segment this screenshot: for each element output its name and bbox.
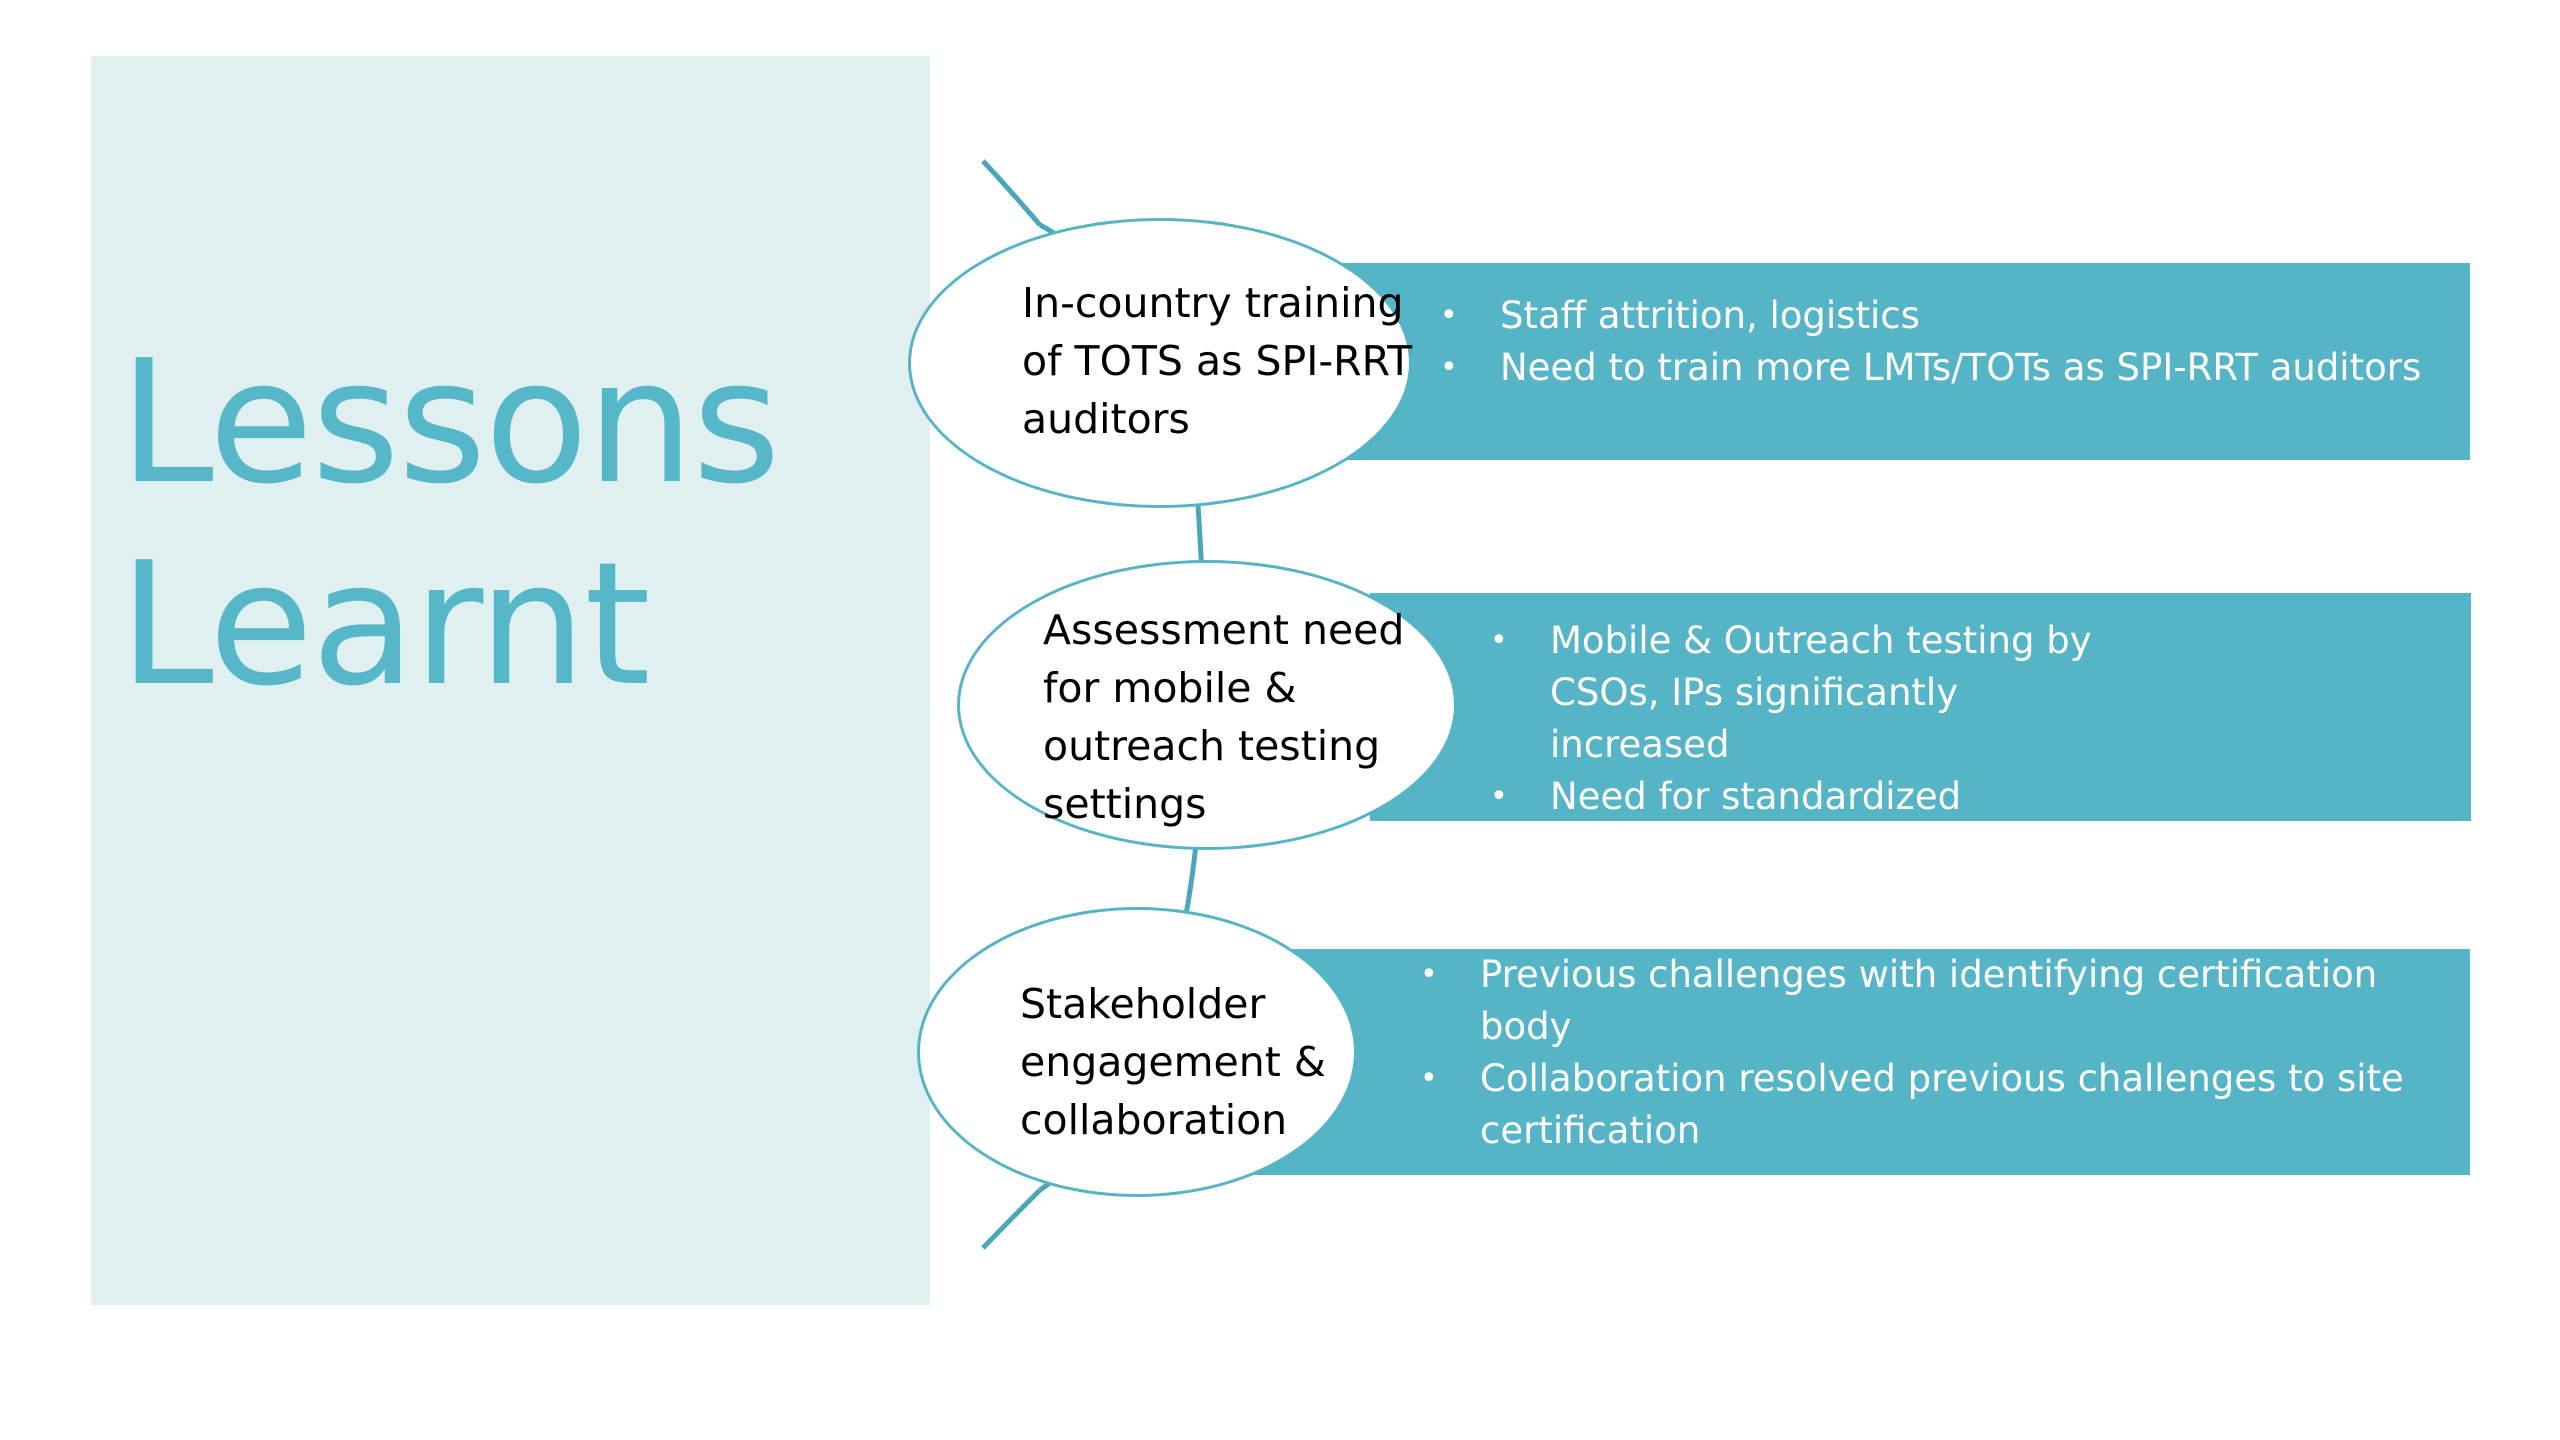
oval-label-2: Assessment need for mobile & outreach testing settings: [1043, 606, 1405, 828]
band-item-1: [1340, 263, 2470, 460]
bullet-icon: •: [1420, 957, 1438, 992]
bullet-icon: •: [1420, 1061, 1438, 1096]
bullet-item: • Collaboration resolved previous challenges to site certification: [1420, 1053, 2420, 1157]
bullet-item: • Need to train more LMTs/TOTs as SPI-RRT auditors: [1440, 342, 2440, 394]
bullet-list-3: [1420, 949, 2420, 1157]
bullet-item: • Mobile & Outreach testing by CSOs, IPs significantly increased: [1490, 615, 2140, 771]
oval-label-3: Stakeholder engagement & collaboration: [1020, 980, 1326, 1144]
bullet-icon: •: [1490, 779, 1508, 814]
bullet-icon: •: [1490, 623, 1508, 658]
band-item-2: [1370, 593, 2471, 922]
bullet-icon: •: [1440, 350, 1458, 385]
bullet-list-1: [1440, 290, 2440, 394]
title-line-1: Lessons: [119, 324, 779, 522]
bullet-item: • Previous challenges with identifying certification body: [1420, 949, 2420, 1053]
bullet-list-2: [1490, 615, 2140, 927]
oval-label-1: In-country training of TOTS as SPI-RRT auditors: [1022, 279, 1413, 443]
band-item-3: [1250, 949, 2470, 1175]
bullet-item: • Need for standardized assessment checklist for testing settings: [1490, 771, 2140, 927]
title-line-2: Learnt: [119, 526, 649, 724]
bullet-item: • Staff attrition, logistics: [1440, 290, 2440, 342]
bullet-icon: •: [1440, 298, 1458, 333]
